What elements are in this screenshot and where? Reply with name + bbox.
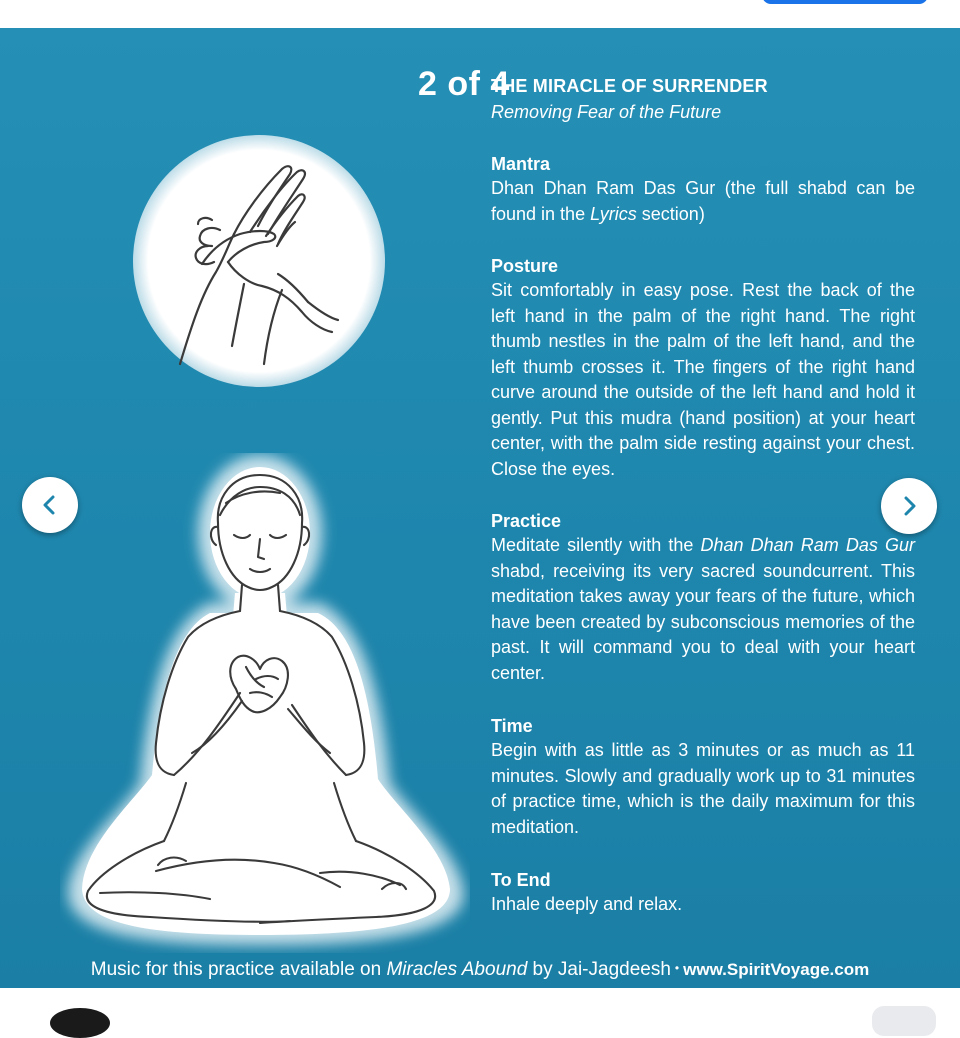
page-subtitle: Removing Fear of the Future: [491, 102, 722, 122]
posture-heading: Posture: [491, 256, 559, 276]
practice-text: Meditate silently with the Dhan Dhan Ram Das Gur shabd, receiving its very sacred soundcurrent. This meditation takes away your fears of the future, which have been created by subconscious memories of the past. It will command you to deal with your heart center.: [491, 535, 915, 683]
footer-credit: Music for this practice available on Miracles Abound by Jai-Jagdeesh • www.SpiritVoyage.com: [90, 959, 870, 980]
to-end-heading: To End: [491, 870, 551, 890]
bottom-action-button[interactable]: [872, 1006, 936, 1036]
meditation-slide: [0, 28, 960, 988]
time-text: Begin with as little as 3 minutes or as much as 11 minutes. Slowly and gradually work up to 31 minutes of practice time, which is the daily maximum for this meditation.: [491, 740, 915, 837]
page-title: THE MIRACLE OF SURRENDER: [491, 76, 768, 96]
next-slide-button[interactable]: [881, 478, 937, 534]
footer-url: www.SpiritVoyage.com: [683, 960, 870, 979]
time-section: [491, 714, 915, 840]
album-name: Miracles Abound: [386, 959, 528, 980]
slide-counter: 2 of 4: [418, 65, 510, 103]
top-browser-strip: [0, 0, 960, 28]
posture-text: Sit comfortably in easy pose. Rest the back of the left hand in the palm of the right hand. The right thumb nestles in the palm of the left hand, and the left thumb crosses it. The fingers of the right hand curve around the outside of the left hand and hold it gently. Put this mudra (hand position) at your heart center, with the palm side resting against your chest. Close the eyes.: [491, 280, 915, 479]
top-action-button[interactable]: [762, 0, 928, 4]
mantra-text: Dhan Dhan Ram Das Gur (the full shabd can be found in the Lyrics section): [491, 178, 915, 224]
practice-section: [491, 509, 915, 686]
meditating-figure-illustration: [60, 453, 470, 953]
practice-heading: Practice: [491, 511, 562, 531]
chevron-left-icon: [39, 494, 61, 516]
footer-separator: •: [674, 961, 680, 975]
to-end-text: Inhale deeply and relax.: [491, 894, 683, 914]
mantra-section: [491, 152, 915, 227]
time-heading: Time: [491, 716, 533, 736]
hand-mudra-illustration: [132, 134, 386, 388]
to-end-section: [491, 868, 915, 918]
avatar[interactable]: [50, 1008, 110, 1038]
chevron-right-icon: [898, 495, 920, 517]
previous-slide-button[interactable]: [22, 477, 78, 533]
posture-section: [491, 254, 915, 482]
mantra-heading: Mantra: [491, 154, 551, 174]
bottom-browser-strip: [0, 988, 960, 1015]
